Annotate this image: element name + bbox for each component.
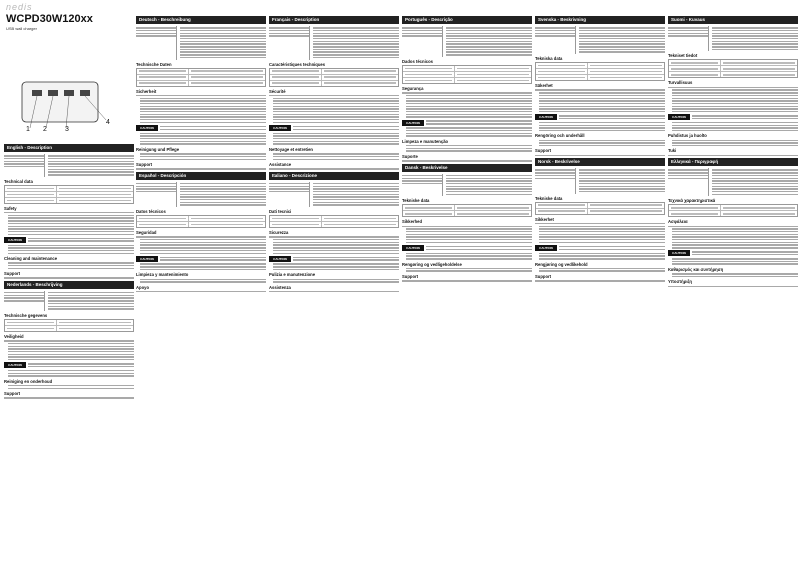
spec-table-de [136,68,266,87]
heading-safety-nl: Veiligheid [4,333,24,339]
intro-fr [269,26,399,60]
section-header-es: Español - Descripción [136,172,266,180]
heading-tech-nb: Tekniske data [535,195,563,201]
caution-fi: CAUTION [668,114,798,121]
caution-sv: CAUTION [535,114,665,121]
section-header-da: Dansk - Beskrivelse [402,164,532,172]
heading-safety-sv: Säkerhet [535,83,553,89]
model-title: WCPD30W120xx [6,13,93,25]
section-header-nb: Norsk - Beskrivelse [535,158,665,166]
caution-da: CAUTION [402,244,532,251]
heading-tech-pt: Dados técnicos [402,58,433,64]
heading-cleaning-el: Καθαρισμός και συντήρηση [668,266,724,272]
heading-support-nl: Support [4,391,21,397]
intro-en [4,154,134,177]
heading-cleaning-pt: Limpeza e manutenção [402,138,449,144]
heading-cleaning-en: Cleaning and maintenance [4,256,58,262]
column-5 [535,14,665,283]
usb-port-3 [64,90,74,96]
intro-de [136,26,266,60]
heading-cleaning-es: Limpieza y mantenimiento [136,272,189,278]
heading-tech-fi: Tekniset tiedot [668,53,698,59]
column-1 [4,142,134,400]
heading-safety-it: Sicurezza [269,230,289,236]
heading-tech-sv: Tekniska data [535,56,563,62]
heading-cleaning-nb: Rengjøring og vedlikehold [535,261,588,267]
heading-tech-da: Tekniske data [402,198,430,204]
heading-cleaning-de: Reinigung und Pflege [136,146,180,152]
section-header-sv: Svenska - Beskrivning [535,16,665,24]
heading-safety-de: Sicherheit [136,88,157,94]
heading-support-sv: Support [535,148,552,154]
caution-en: CAUTION [4,236,134,243]
intro-es [136,182,266,207]
heading-support-el: Υποστήριξη [668,279,692,285]
heading-support-en: Support [4,271,21,277]
spec-table-it [269,215,399,228]
heading-support-nb: Support [535,273,552,279]
callout-2: 2 [43,126,47,133]
brand-logo: nedis [6,2,33,12]
heading-safety-fr: Sécurité [269,88,286,94]
heading-tech-nl: Technische gegevens [4,312,48,318]
spec-table-pt [402,65,532,84]
heading-cleaning-sv: Rengöring och underhåll [535,133,585,139]
intro-da [402,174,532,197]
heading-support-da: Support [402,273,419,279]
section-header-fi: Suomi - Kuvaus [668,16,798,24]
heading-support-es: Apoyo [136,284,150,290]
heading-cleaning-da: Rengøring og vedligeholdelse [402,261,462,267]
caution-de: CAUTION [136,124,266,131]
caution-pt: CAUTION [402,119,532,126]
heading-safety-el: Ασφάλεια [668,219,688,225]
heading-cleaning-fi: Puhdistus ja huolto [668,133,707,139]
heading-tech-el: Τεχνικά χαρακτηριστικά [668,198,716,204]
intro-el [668,168,798,196]
caution-nb: CAUTION [535,244,665,251]
spec-table-es [136,215,266,228]
callout-4: 4 [106,119,110,126]
column-3 [269,14,399,294]
heading-safety-da: Sikkerhed [402,219,423,225]
heading-cleaning-fr: Nettoyage et entretien [269,146,313,152]
section-header-de: Deutsch - Beschreibung [136,16,266,24]
section-header-el: Ελληνικά - Περιγραφή [668,158,798,166]
heading-tech-de: Technische Daten [136,61,172,67]
section-header-pt: Português - Descrição [402,16,532,24]
column-2 [136,14,266,294]
heading-tech-en: Technical data [4,178,33,184]
usb-port-2 [48,90,58,96]
heading-safety-nb: Sikkerhet [535,216,554,222]
heading-safety-en: Safety [4,205,17,211]
spec-table-sv [535,62,665,81]
heading-support-fr: Assistance [269,161,292,167]
heading-safety-es: Seguridad [136,230,157,236]
spec-table-nb [535,202,665,215]
spec-table-en [4,185,134,204]
intro-it [269,182,399,207]
heading-tech-es: Datos técnicos [136,209,166,215]
caution-fr: CAUTION [269,124,399,131]
spec-table-da [402,204,532,217]
heading-safety-fi: Turvallisuus [668,80,693,86]
intro-fi [668,26,798,51]
column-4 [402,14,532,283]
heading-safety-pt: Segurança [402,85,424,91]
intro-pt [402,26,532,57]
caution-nl: CAUTION [4,362,134,369]
heading-tech-it: Dati tecnici [269,209,292,215]
caution-el: CAUTION [668,250,798,257]
section-header-en: English - Description [4,144,134,152]
spec-table-nl [4,319,134,332]
heading-support-it: Assistenza [269,284,291,290]
intro-sv [535,26,665,54]
usb-port-4 [80,90,90,96]
intro-nb [535,168,665,193]
spec-table-el [668,204,798,217]
intro-nl [4,291,134,311]
column-6 [668,14,798,288]
heading-cleaning-nl: Reiniging en onderhoud [4,378,53,384]
section-header-nl: Nederlands - Beschrijving [4,281,134,289]
callout-1: 1 [26,126,30,133]
caution-es: CAUTION [136,255,266,262]
heading-support-fi: Tuki [668,148,677,154]
spec-table-fr [269,68,399,87]
spec-table-fi [668,59,798,78]
product-subtitle: USB wall charger [6,26,37,31]
caution-it: CAUTION [269,255,399,262]
callout-3: 3 [65,126,69,133]
heading-support-pt: Suporte [402,153,418,159]
section-header-fr: Français - Description [269,16,399,24]
charger-body [22,82,98,122]
usb-port-1 [32,90,42,96]
heading-cleaning-it: Pulizia e manutenzione [269,272,316,278]
heading-tech-fr: Caractéristiques techniques [269,61,326,67]
heading-support-de: Support [136,161,153,167]
section-header-it: Italiano - Descrizione [269,172,399,180]
